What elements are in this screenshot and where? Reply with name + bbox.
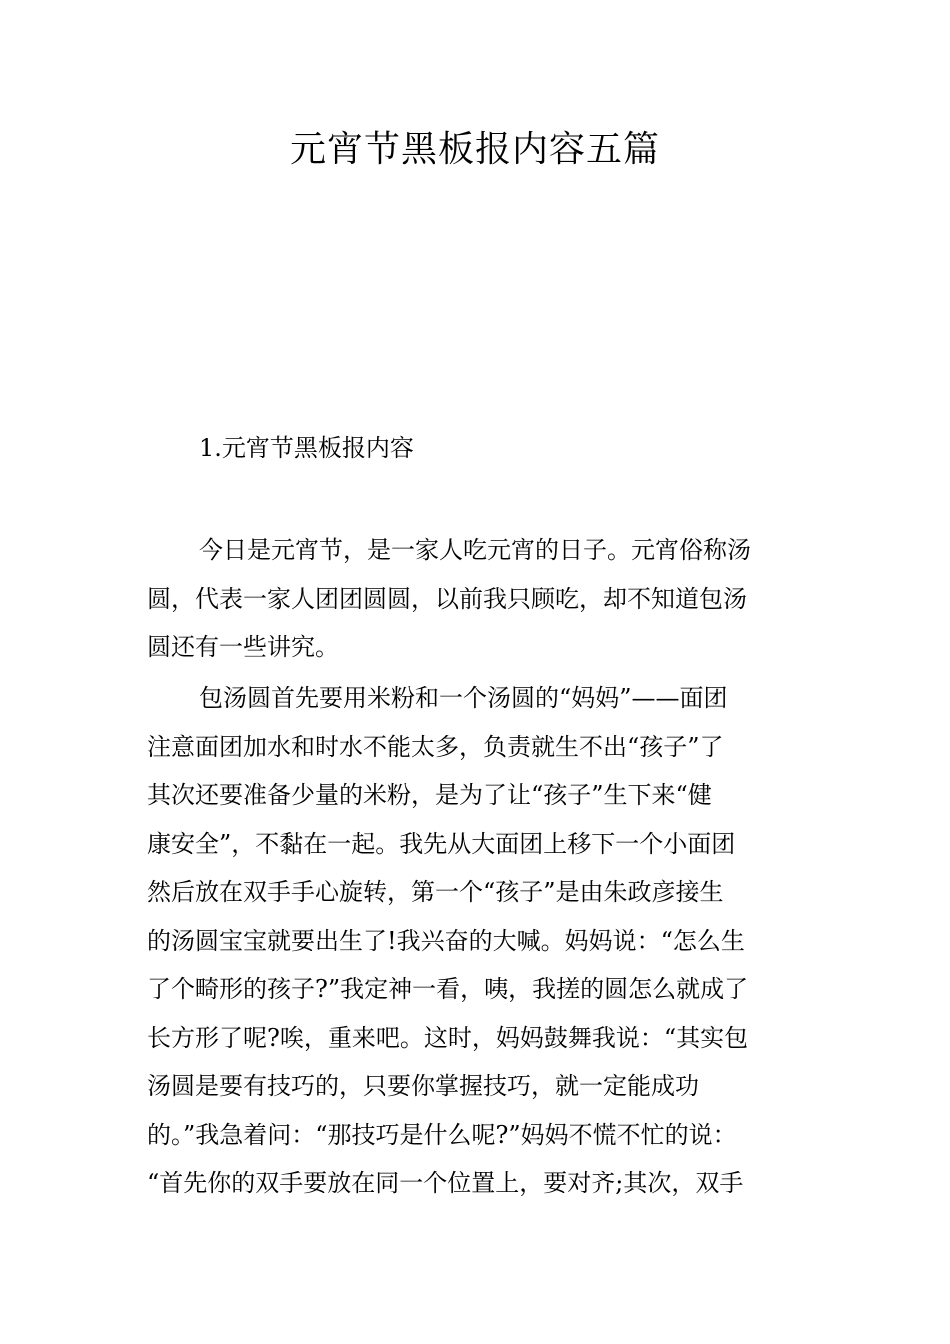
paragraph-line: 的。”我急着问：“那技巧是什么呢?”妈妈不慌不忙的说：	[147, 1120, 737, 1149]
paragraph-line: 然后放在双手手心旋转，第一个“孩子”是由朱政彦接生	[147, 878, 724, 906]
paragraph-line: 的汤圆宝宝就要出生了!我兴奋的大喊。妈妈说：“怎么生	[147, 926, 745, 955]
section-heading: 1.元宵节黑板报内容	[199, 434, 414, 462]
paragraph-line: 其次还要准备少量的米粉，是为了让“孩子”生下来“健	[147, 781, 712, 809]
paragraph-line: 今日是元宵节，是一家人吃元宵的日子。元宵俗称汤	[199, 536, 751, 564]
paragraph-2	[147, 674, 827, 1208]
paragraph-line: 包汤圆首先要用米粉和一个汤圆的“妈妈”——面团	[199, 684, 728, 712]
paragraph-line: 康安全”，不黏在一起。我先从大面团上移下一个小面团	[147, 829, 736, 858]
document-title: 元宵节黑板报内容五篇	[289, 129, 660, 170]
paragraph-line: 了个畸形的孩子?”我定神一看，咦，我搓的圆怎么就成了	[147, 975, 749, 1003]
paragraph-line: “首先你的双手要放在同一个位置上，要对齐;其次，双手	[147, 1169, 744, 1197]
paragraph-line: 圆还有一些讲究。	[147, 633, 339, 661]
paragraph-line: 圆，代表一家人团团圆圆，以前我只顾吃，却不知道包汤	[147, 584, 747, 613]
paragraph-line: 注意面团加水和时水不能太多，负责就生不出“孩子”了	[147, 732, 724, 761]
paragraph-line: 汤圆是要有技巧的，只要你掌握技巧，就一定能成功	[147, 1072, 699, 1100]
paragraph-1	[147, 526, 827, 672]
paragraph-line: 长方形了呢?唉，重来吧。这时，妈妈鼓舞我说：“其实包	[147, 1023, 749, 1052]
